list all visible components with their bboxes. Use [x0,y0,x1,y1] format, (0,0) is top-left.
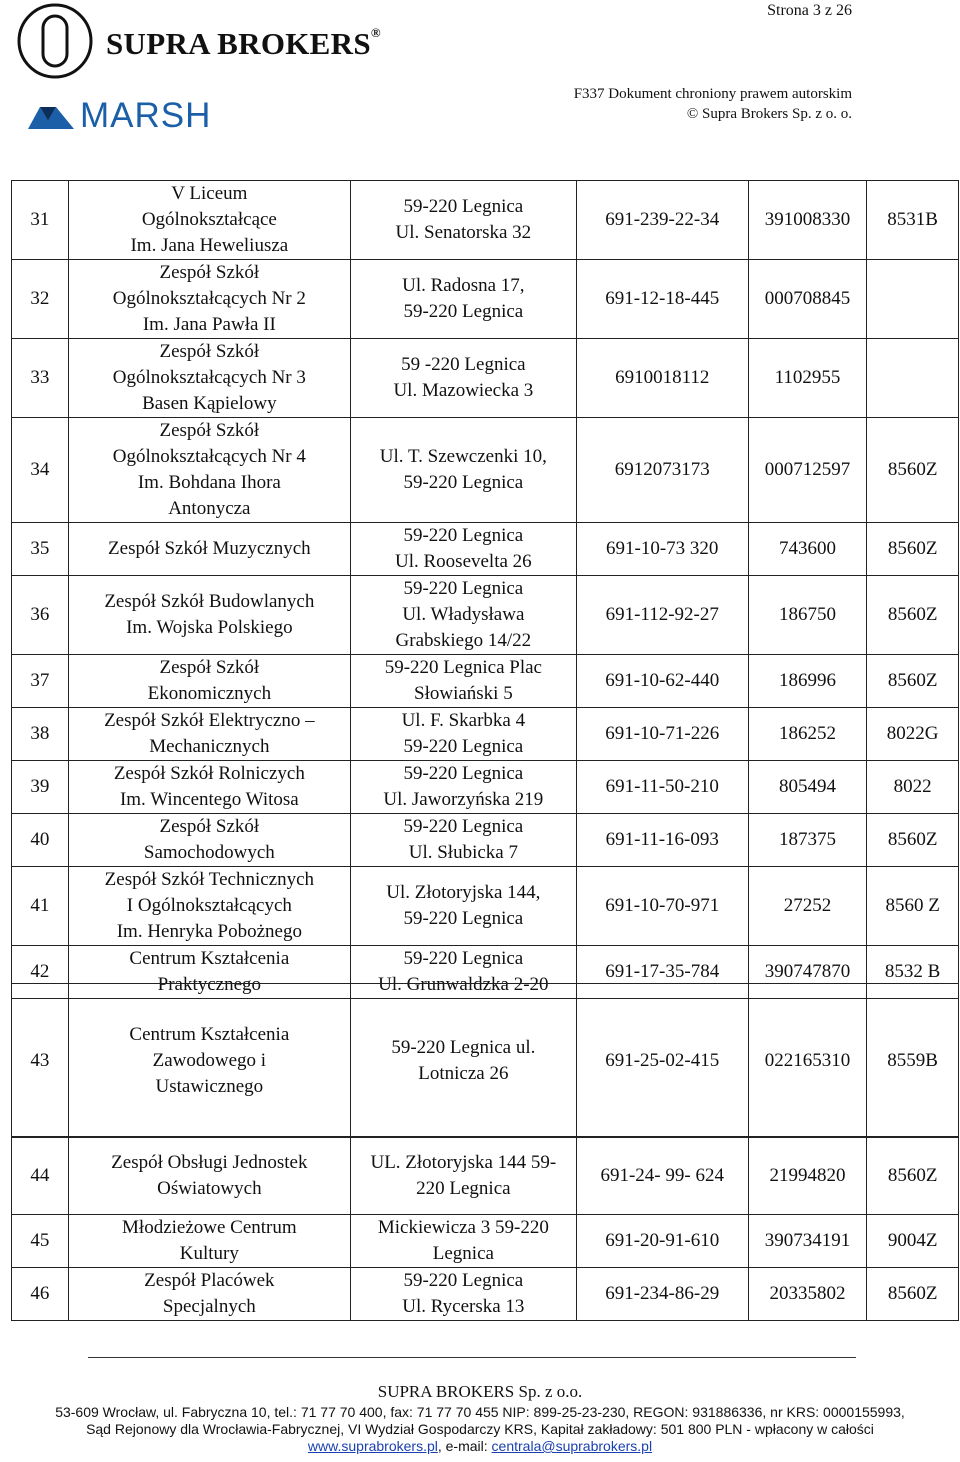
institution-address-line: Ul. Radosna 17, [402,275,525,296]
table-row [12,814,959,867]
regon-number: 186996 [748,655,867,708]
institution-address [351,814,577,867]
institution-address [351,339,577,418]
institution-name [68,1215,350,1268]
row-number: 41 [12,867,69,946]
pkd-code: 8532 B [867,946,959,999]
email-prefix: , e-mail: [437,1438,492,1454]
institution-address-line: Ul. Mazowiecka 3 [393,380,534,401]
institution-name-line: V Liceum [171,183,248,204]
institution-name-line: Zespół Szkół Rolniczych [113,763,305,784]
nip-number: 691-234-86-29 [576,1268,748,1321]
row-number: 45 [12,1215,69,1268]
institution-address-line: Słowiański 5 [414,683,513,704]
regon-number: 27252 [748,867,867,946]
institution-name [68,1137,350,1215]
institution-name [68,260,350,339]
pkd-code [867,339,959,418]
institution-name-line: Ustawicznego [155,1075,264,1097]
institution-name [68,576,350,655]
institution-address-line: 59-220 Legnica [403,525,524,546]
nip-number: 691-20-91-610 [576,1215,748,1268]
table-row [12,523,959,576]
institution-name-line: Zespół Placówek [144,1270,275,1291]
nip-number: 691-112-92-27 [576,576,748,655]
row-number: 31 [12,181,69,260]
regon-number: 000712597 [748,418,867,523]
institution-name [68,339,350,418]
pkd-code: 9004Z [867,1215,959,1268]
pkd-code: 8560Z [867,1268,959,1321]
institution-address-line: 59-220 Legnica [403,736,524,757]
pkd-code: 8560Z [867,655,959,708]
regon-number: 21994820 [748,1137,867,1215]
institution-address-line: Ul. Jaworzyńska 219 [383,789,544,810]
regon-number: 390747870 [748,946,867,999]
row-number: 34 [12,418,69,523]
nip-number: 691-24- 99- 624 [576,1137,748,1215]
footer-divider [88,1357,856,1358]
document-notice [574,84,852,124]
regon-number: 186750 [748,576,867,655]
institution-name-line: Zespół Szkół [159,657,260,678]
institution-name-line: Antonycza [168,498,251,519]
table-row [12,867,959,946]
row-number: 44 [12,1137,69,1215]
institution-name-line: Zespół Szkół Elektryczno – [104,710,315,731]
institution-address-line: 220 Legnica [416,1177,511,1199]
supra-brokers-logo-icon [16,2,94,80]
institution-address [351,1268,577,1321]
footer-contact [0,1438,960,1454]
institution-address-line: 59-220 Legnica [403,196,524,217]
pkd-code: 8560Z [867,418,959,523]
institution-name-line: Samochodowych [143,842,275,863]
nip-number: 691-11-50-210 [576,761,748,814]
pkd-code: 8559B [867,984,959,1138]
nip-number: 691-239-22-34 [576,181,748,260]
institution-address-line: 59-220 Legnica [403,816,524,837]
email-link[interactable]: centrala@suprabrokers.pl [491,1438,653,1454]
nip-number: 691-10-71-226 [576,708,748,761]
nip-number: 691-25-02-415 [576,984,748,1138]
institutions-table-2 [11,983,959,1138]
institution-name-line: Praktycznego [157,974,262,995]
institutions-table-3 [11,1136,959,1321]
pkd-code: 8531B [867,181,959,260]
table-row [12,418,959,523]
institution-address-line: Ul. T. Szewczenki 10, [379,446,547,467]
institution-address [351,418,577,523]
table-row [12,984,959,1138]
table-row [12,260,959,339]
institution-name [68,984,350,1138]
institution-name [68,523,350,576]
table-row [12,1215,959,1268]
nip-number: 6910018112 [576,339,748,418]
regon-number: 391008330 [748,181,867,260]
row-number: 38 [12,708,69,761]
row-number: 33 [12,339,69,418]
institution-name-line: Specjalnych [162,1296,256,1317]
institution-name [68,1268,350,1321]
institution-name-line: Zespół Szkół Muzycznych [108,538,311,559]
institution-address [351,761,577,814]
regon-number: 1102955 [748,339,867,418]
institution-name-line: Zespół Szkół Technicznych [104,869,315,890]
institution-name-line: Ogólnokształcących Nr 2 [112,288,306,309]
institution-address [351,1215,577,1268]
table-row [12,655,959,708]
institution-address [351,867,577,946]
institution-name-line: Ogólnokształcących Nr 3 [112,367,306,388]
institution-name [68,181,350,260]
institution-name-line: Kultury [179,1243,239,1264]
institution-address [351,1137,577,1215]
institution-name-line: Młodzieżowe Centrum [122,1217,297,1238]
institution-address-line: Mickiewicza 3 59-220 [377,1217,549,1238]
page-number: Strona 3 z 26 [767,2,852,19]
regon-number: 000708845 [748,260,867,339]
institution-address [351,655,577,708]
institution-name [68,814,350,867]
institution-name-line: I Ogólnokształcących [126,895,292,916]
table-row [12,761,959,814]
regon-number: 187375 [748,814,867,867]
institution-address [351,708,577,761]
pkd-code: 8560Z [867,523,959,576]
institution-name-line: Basen Kąpielowy [142,393,277,414]
institution-name-line: Oświatowych [157,1177,262,1199]
institution-address-line: 59 -220 Legnica [401,354,526,375]
institution-address-line: 59-220 Legnica [403,1270,524,1291]
nip-number: 691-10-62-440 [576,655,748,708]
pkd-code: 8022G [867,708,959,761]
copyright-notice: F337 Dokument chroniony prawem autorskim [573,86,852,102]
institution-name [68,418,350,523]
regon-number: 805494 [748,761,867,814]
institution-address-line: Ul. F. Skarbka 4 [401,710,526,731]
nip-number: 691-17-35-784 [576,946,748,999]
institution-address-line: 59-220 Legnica Plac [384,657,542,678]
institution-address-line: Ul. Władysława [402,604,525,625]
institution-address-line: Ul. Słubicka 7 [408,842,518,863]
institution-name-line: Zespół Szkół [159,262,260,283]
marsh-mark-icon [26,101,76,131]
brand-name: SUPRA BROKERS® [106,24,381,61]
nip-number: 691-10-70-971 [576,867,748,946]
pkd-code: 8560 Z [867,867,959,946]
institution-address-line: 59-220 Legnica [403,948,524,969]
regon-number: 20335802 [748,1268,867,1321]
row-number: 46 [12,1268,69,1321]
table-row [12,181,959,260]
regon-number: 186252 [748,708,867,761]
institution-name [68,867,350,946]
institution-name-line: Zespół Obsługi Jednostek [111,1151,308,1173]
row-number: 35 [12,523,69,576]
table-row [12,708,959,761]
institution-address-line: Ul. Roosevelta 26 [395,551,532,572]
pkd-code: 8022 [867,761,959,814]
pkd-code: 8560Z [867,1137,959,1215]
institution-name-line: Im. Wojska Polskiego [126,617,293,638]
institution-address-line: Ul. Senatorska 32 [395,222,532,243]
nip-number: 691-12-18-445 [576,260,748,339]
regon-number: 743600 [748,523,867,576]
institution-name-line: Zawodowego i [152,1049,267,1071]
copyright-owner: © Supra Brokers Sp. z o. o. [686,106,852,122]
regon-number: 022165310 [748,984,867,1138]
nip-number: 691-10-73 320 [576,523,748,576]
website-link[interactable]: www.suprabrokers.pl [307,1438,438,1454]
row-number: 42 [12,946,69,999]
institution-name-line: Im. Jana Pawła II [142,314,276,335]
table-row [12,1268,959,1321]
institution-name-line: Mechanicznych [149,736,270,757]
institution-name [68,655,350,708]
institution-name-line: Im. Jana Heweliusza [130,235,289,256]
institution-name-line: Ogólnokształcące [141,209,277,230]
row-number: 39 [12,761,69,814]
institution-address-line: Ul. Rycerska 13 [402,1296,525,1317]
institution-address-line: Legnica [432,1243,494,1264]
institution-name [68,708,350,761]
institution-address [351,523,577,576]
institution-address [351,181,577,260]
row-number: 40 [12,814,69,867]
institution-name-line: Centrum Kształcenia [129,1023,290,1045]
footer-address: 53-609 Wrocław, ul. Fabryczna 10, tel.: 71 77 70 400, fax: 71 77 70 455 NIP: 899-25-23-230, REGON: 931886336, nr KRS: 0000155993, [55,1404,905,1420]
pkd-code: 8560Z [867,814,959,867]
institution-name-line: Zespół Szkół Budowlanych [104,591,315,612]
regon-number: 390734191 [748,1215,867,1268]
institution-name-line: Im. Henryka Pobożnego [116,921,302,942]
institution-address-line: Lotnicza 26 [418,1062,509,1084]
institution-name-line: Zespół Szkół [159,420,260,441]
table-row [12,1137,959,1215]
institution-name-line: Im. Wincentego Witosa [119,789,299,810]
institution-address-line: 59-220 Legnica [403,472,524,493]
table-row [12,576,959,655]
institution-name-line: Centrum Kształcenia [129,948,290,969]
institution-address-line: 59-220 Legnica ul. [391,1036,536,1058]
institution-address-line: Grabskiego 14/22 [395,630,532,651]
footer-company: SUPRA BROKERS Sp. z o.o. [377,1382,583,1401]
institution-address-line: UL. Złotoryjska 144 59- [370,1151,557,1173]
row-number: 36 [12,576,69,655]
institution-name-line: Ogólnokształcących Nr 4 [112,446,306,467]
institution-address-line: 59-220 Legnica [403,908,524,929]
institutions-table-1 [11,180,959,999]
institution-name-line: Im. Bohdana Ihora [137,472,281,493]
institution-name-line: Zespół Szkół [159,816,260,837]
row-number: 43 [12,984,69,1138]
nip-number: 6912073173 [576,418,748,523]
institution-address-line: 59-220 Legnica [403,763,524,784]
table-row [12,339,959,418]
pkd-code [867,260,959,339]
institution-address-line: 59-220 Legnica [403,578,524,599]
institution-address-line: Ul. Grunwaldzka 2-20 [378,974,549,995]
institution-address [351,984,577,1138]
nip-number: 691-11-16-093 [576,814,748,867]
pkd-code: 8560Z [867,576,959,655]
row-number: 32 [12,260,69,339]
institution-name [68,761,350,814]
institution-name-line: Zespół Szkół [159,341,260,362]
marsh-logo: MARSH [26,96,211,136]
row-number: 37 [12,655,69,708]
institution-address-line: Ul. Złotoryjska 144, [386,882,541,903]
institution-address-line: 59-220 Legnica [403,301,524,322]
footer-court-info: Sąd Rejonowy dla Wrocławia-Fabrycznej, VI Wydział Gospodarczy KRS, Kapitał zakładowy: 501 800 PLN - wpłacony w całości [86,1421,874,1437]
institution-address [351,576,577,655]
institution-name-line: Ekonomicznych [147,683,272,704]
institution-address [351,260,577,339]
